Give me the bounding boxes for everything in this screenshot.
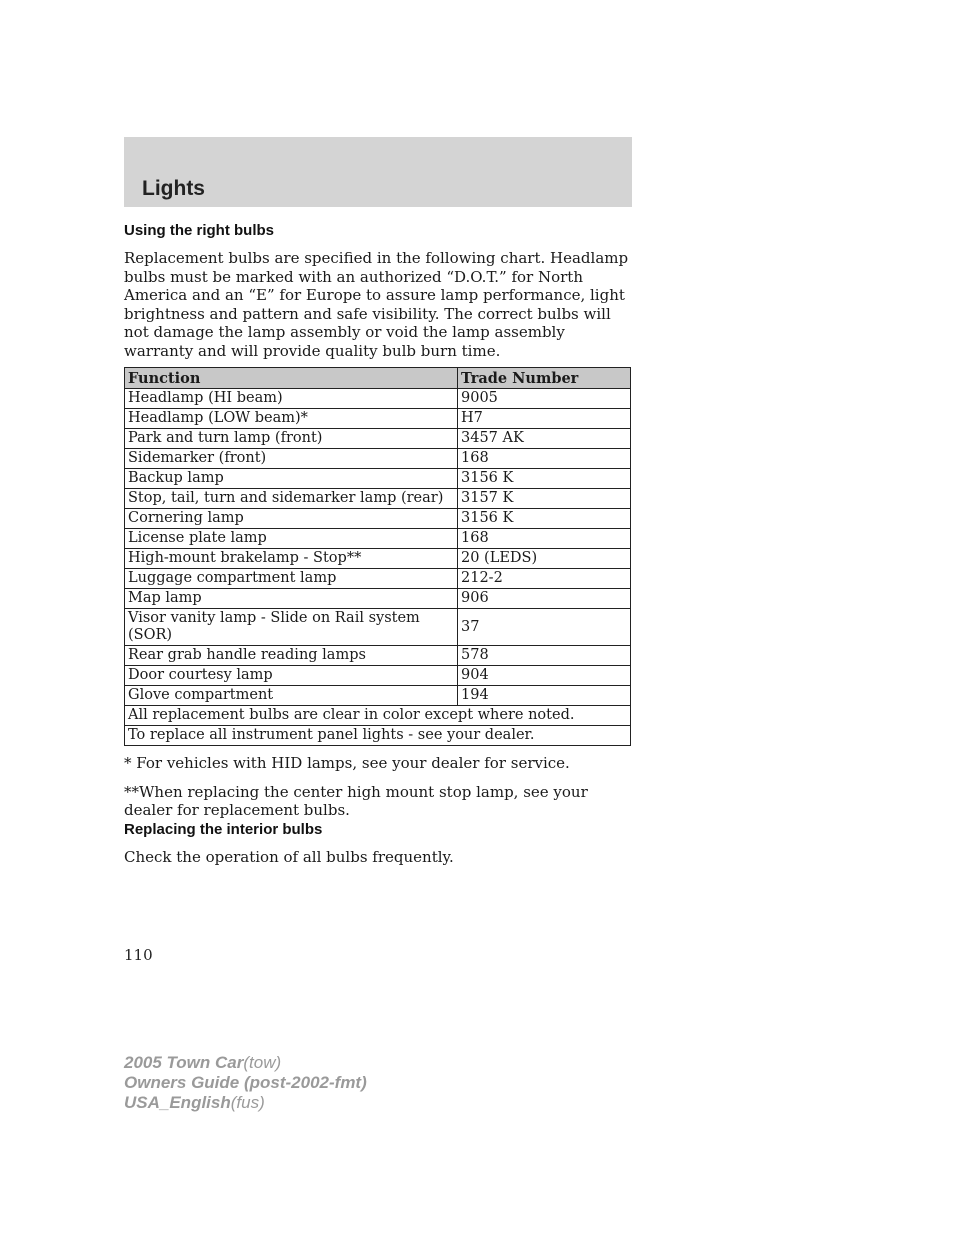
footnote-high-mount: **When replacing the center high mount stop lamp, see your dealer for replacement bulbs. xyxy=(124,782,588,819)
table-row xyxy=(125,666,631,686)
function-cell: Visor vanity lamp - Slide on Rail system (SOR) xyxy=(125,609,458,646)
table-header-row xyxy=(125,368,631,389)
function-cell: Park and turn lamp (front) xyxy=(125,429,458,449)
footer-model-code: (tow) xyxy=(243,1053,282,1072)
interior-bulbs-text: Check the operation of all bulbs frequently. xyxy=(124,847,454,866)
bulb-table xyxy=(124,367,631,746)
trade-number-cell: 37 xyxy=(458,609,631,646)
function-cell: Glove compartment xyxy=(125,686,458,706)
chapter-title: Lights xyxy=(142,177,205,200)
chapter-header xyxy=(124,137,632,207)
footer-language-code: (fus) xyxy=(230,1093,265,1112)
table-row xyxy=(125,409,631,429)
function-cell: Rear grab handle reading lamps xyxy=(125,646,458,666)
function-cell: Map lamp xyxy=(125,589,458,609)
table-row xyxy=(125,469,631,489)
function-cell: Door courtesy lamp xyxy=(125,666,458,686)
page-content xyxy=(124,221,636,866)
trade-number-cell: 3156 K xyxy=(458,469,631,489)
table-row xyxy=(125,646,631,666)
table-row xyxy=(125,509,631,529)
table-row xyxy=(125,389,631,409)
function-cell: Headlamp (LOW beam)* xyxy=(125,409,458,429)
table-row xyxy=(125,429,631,449)
footnote-hid: * For vehicles with HID lamps, see your dealer for service. xyxy=(124,754,570,772)
table-row xyxy=(125,449,631,469)
table-row xyxy=(125,529,631,549)
section-heading-interior-bulbs: Replacing the interior bulbs xyxy=(124,820,323,838)
document-footer xyxy=(124,1053,367,1113)
trade-number-cell: 904 xyxy=(458,666,631,686)
column-header-function: Function xyxy=(125,368,458,389)
trade-number-cell: 194 xyxy=(458,686,631,706)
function-cell: High-mount brakelamp - Stop** xyxy=(125,549,458,569)
function-cell: License plate lamp xyxy=(125,529,458,549)
footer-model: 2005 Town Car xyxy=(124,1053,244,1072)
trade-number-cell: 3157 K xyxy=(458,489,631,509)
table-row xyxy=(125,549,631,569)
table-row xyxy=(125,569,631,589)
trade-number-cell: 20 (LEDS) xyxy=(458,549,631,569)
footer-guide: Owners Guide (post-2002-fmt) xyxy=(124,1073,367,1092)
table-row xyxy=(125,489,631,509)
intro-paragraph: Replacement bulbs are specified in the following chart. Headlamp bulbs must be marked with an authorized “D.O.T.” for North America and an “E” for Europe to assure lamp performance, light brightness and pattern and safe visibility. The correct bulbs will not damage the lamp assembly or void the lamp assembly warranty and will provide quality bulb burn time. xyxy=(124,249,629,360)
function-cell: Backup lamp xyxy=(125,469,458,489)
table-note-row xyxy=(125,726,631,746)
column-header-trade-number: Trade Number xyxy=(458,368,631,389)
trade-number-cell: 212-2 xyxy=(458,569,631,589)
table-note-row xyxy=(125,706,631,726)
trade-number-cell: 3156 K xyxy=(458,509,631,529)
table-row xyxy=(125,589,631,609)
table-row xyxy=(125,686,631,706)
table-row xyxy=(125,609,631,646)
function-cell: Luggage compartment lamp xyxy=(125,569,458,589)
trade-number-cell: 578 xyxy=(458,646,631,666)
trade-number-cell: 3457 AK xyxy=(458,429,631,449)
function-cell: Stop, tail, turn and sidemarker lamp (rear) xyxy=(125,489,458,509)
trade-number-cell: 168 xyxy=(458,529,631,549)
footer-language: USA_English xyxy=(124,1093,231,1112)
section-heading-right-bulbs: Using the right bulbs xyxy=(124,222,274,239)
trade-number-cell: 9005 xyxy=(458,389,631,409)
function-cell: Sidemarker (front) xyxy=(125,449,458,469)
trade-number-cell: H7 xyxy=(458,409,631,429)
function-cell: Headlamp (HI beam) xyxy=(125,389,458,409)
page-number: 110 xyxy=(124,946,153,964)
table-note-clear-color: All replacement bulbs are clear in color except where noted. xyxy=(125,706,631,726)
function-cell: Cornering lamp xyxy=(125,509,458,529)
trade-number-cell: 906 xyxy=(458,589,631,609)
trade-number-cell: 168 xyxy=(458,449,631,469)
table-note-instrument-panel: To replace all instrument panel lights - see your dealer. xyxy=(125,726,631,746)
